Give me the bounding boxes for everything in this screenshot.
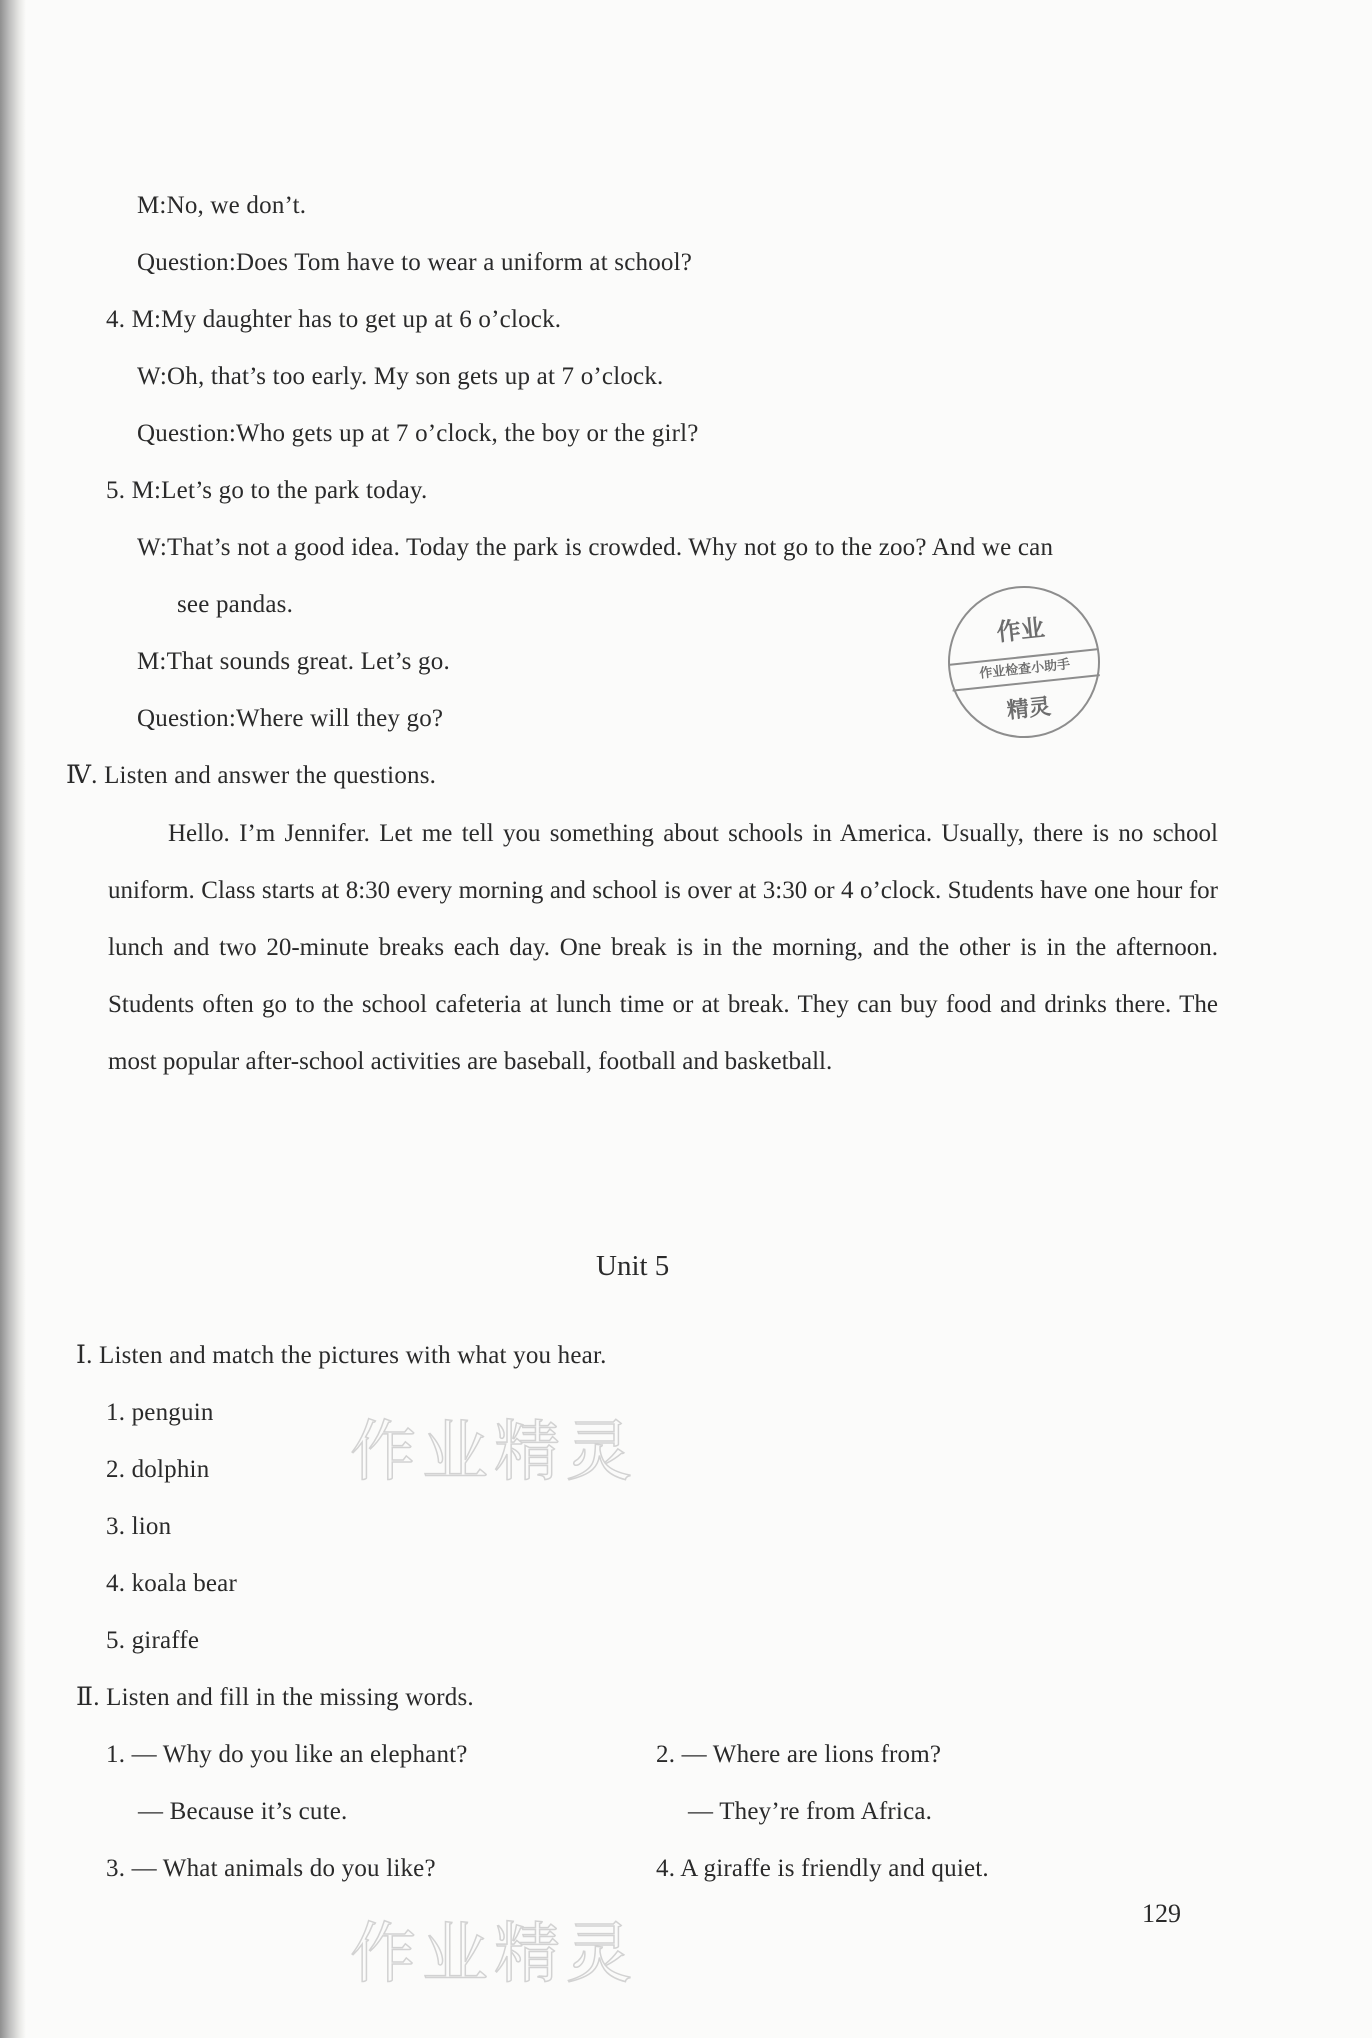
stamp-middle-text: 作业检查小助手 (950, 648, 1100, 691)
match-item-5: 5. giraffe (106, 1627, 200, 1654)
fill-q2-line1: 2. — Where are lions from? (656, 1741, 942, 1768)
item3-question: Question:Does Tom have to wear a uniform at school? (137, 249, 693, 276)
item4-question: Question:Who gets up at 7 o’clock, the boy or the girl? (137, 420, 699, 447)
fill-q1-line1: 1. — Why do you like an elephant? (106, 1741, 468, 1768)
match-item-2: 2. dolphin (106, 1456, 210, 1483)
item5-w-line-2: see pandas. (177, 591, 294, 618)
item5-m-line-2: M:That sounds great. Let’s go. (137, 648, 450, 675)
section4-passage: Hello. I’m Jennifer. Let me tell you something about schools in America. Usually, there is no school uniform. Class starts at 8:30 every morning and school is over at 3:30 or 4 o’clock. Students have one hour for lunch and two 20-minute breaks each day. One break is in the morning, and the other is in the afternoon. Students often go to the school cafeteria at lunch time or at break. They can buy food and drinks there. The most popular after-school activities are baseball, football and basketball. (108, 820, 1218, 1075)
stamp-top-text: 作业 (995, 613, 1046, 647)
unit-title: Unit 5 (596, 1250, 670, 1282)
unit5-section1-heading: Ⅰ. Listen and match the pictures with what you hear. (76, 1342, 607, 1369)
page-number: 129 (1142, 1899, 1181, 1928)
match-item-3: 3. lion (106, 1513, 172, 1540)
item3-m-line: M:No, we don’t. (137, 192, 307, 219)
fill-q1-line2: — Because it’s cute. (138, 1798, 348, 1825)
item4-w-line: W:Oh, that’s too early. My son gets up at 7 o’clock. (137, 363, 664, 390)
fill-q2-line2: — They’re from Africa. (688, 1798, 933, 1825)
section4-heading: Ⅳ. Listen and answer the questions. (66, 762, 437, 789)
watermark-middle: 作业精灵 (350, 1413, 638, 1490)
stamp-bottom-text: 精灵 (1005, 694, 1053, 724)
stamp-seal (940, 578, 1107, 745)
match-item-1: 1. penguin (106, 1399, 214, 1426)
fill-q3-line1: 3. — What animals do you like? (106, 1855, 436, 1882)
unit5-section2-heading: Ⅱ. Listen and fill in the missing words. (76, 1684, 474, 1711)
watermark-bottom: 作业精灵 (350, 1915, 638, 1992)
item4-m-line: 4. M:My daughter has to get up at 6 o’clock. (106, 306, 562, 333)
item5-w-line-1: W:That’s not a good idea. Today the park is crowded. Why not go to the zoo? And we can (137, 534, 1054, 561)
scan-binding-edge (0, 0, 26, 2038)
fill-q4-line1: 4. A giraffe is friendly and quiet. (656, 1855, 989, 1882)
item5-question: Question:Where will they go? (137, 705, 444, 732)
item5-m-line: 5. M:Let’s go to the park today. (106, 477, 428, 504)
match-item-4: 4. koala bear (106, 1570, 238, 1597)
